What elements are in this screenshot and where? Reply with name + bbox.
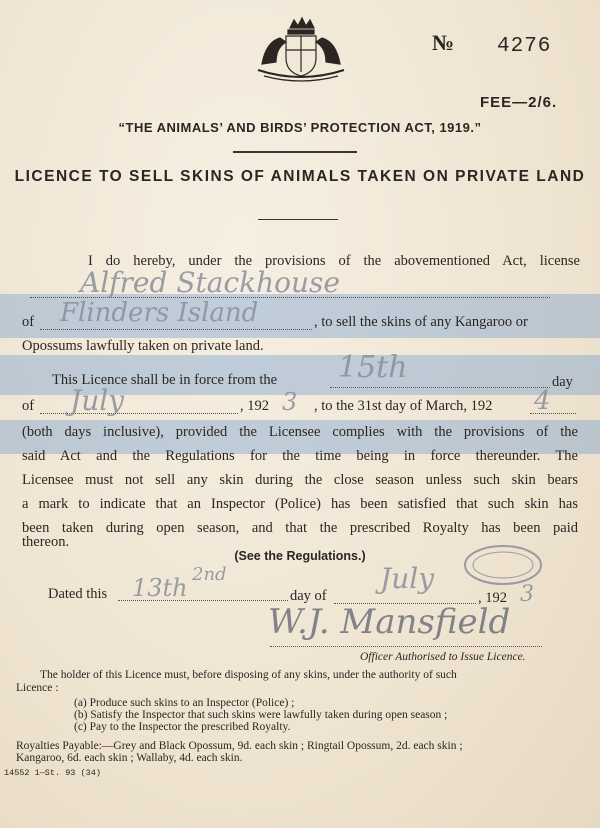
notes-intro: Licence : [16,682,59,694]
from-day-field [330,387,550,388]
dated-year-prefix: , 192 [478,590,507,606]
from-year-prefix: , 192 [240,398,269,414]
from-year-digit: 3 [282,388,298,416]
paragraph-line: said Act and the Regulations for the time being in force thereunder. The [22,448,578,464]
see-regulations: (See the Regulations.) [234,549,366,563]
dated-this-label: Dated this [48,586,108,602]
officer-caption: Officer Authorised to Issue Licence. [360,651,526,663]
coat-of-arms-icon [250,10,352,92]
royalties-line: Royalties Payable:—Grey and Black Opossum, 9d. each skin ; Ringtail Opossum, 2d. each skin ; [16,740,463,752]
of-label: of [22,398,35,414]
opossums-text: Opossums lawfully taken on private land. [22,338,264,354]
intro-line: I do hereby, under the provisions of the abovementioned Act, license [88,253,580,269]
licensee-place-field [40,329,312,330]
ink-stamp [462,542,544,588]
officer-signature: W.J. Mansfield [268,602,511,642]
to-text: , to the 31st day of March, 192 [314,398,493,414]
royalties-line: Kangaroo, 6d. each skin ; Wallaby, 4d. each skin. [16,752,243,764]
licence-number-value: 4276 [497,35,552,58]
dated-month: July [380,562,435,595]
paragraph-line: a mark to indicate that an Inspector (Police) has been satisfied that such skin has [22,496,578,512]
day-of-label: day of [290,588,327,604]
of-label: of [22,314,35,330]
force-text: This Licence shall be in force from the [52,372,278,388]
dated-day-suffix: 2nd [192,564,227,585]
licence-title: LICENCE TO SELL SKINS OF ANIMALS TAKEN ON PRIVATE LAND [14,168,586,185]
fee-amount: FEE—2/6. [480,94,558,111]
paragraph-line: thereon. [22,534,70,550]
notes-item: (a) Produce such skins to an Inspector (Police) ; [74,697,295,709]
sell-text: , to sell the skins of any Kangaroo or [314,314,528,330]
from-day: 15th [338,350,408,385]
licensee-place: Flinders Island [60,298,259,328]
paragraph-line: been taken during open season, and that the prescribed Royalty has been paid [22,520,578,536]
act-title: “THE ANIMALS’ AND BIRDS’ PROTECTION ACT, 1919.” [118,120,482,135]
dated-day: 13th [132,574,188,602]
notes-intro: The holder of this Licence must, before disposing of any skins, under the authority of such [40,669,457,681]
paragraph-line: (both days inclusive), provided the Licensee complies with the provisions of the [22,424,578,440]
notes-item: (b) Satisfy the Inspector that such skins were lawfully taken during open season ; [74,709,448,721]
divider [258,219,338,220]
notes-item: (c) Pay to the Inspector the prescribed Royalty. [74,721,291,733]
licence-number-label: № [432,30,456,55]
divider [233,151,357,153]
signature-line [270,646,542,647]
paragraph-line: Licensee must not sell any skin during the close season unless such skin bears [22,472,578,488]
from-month: July [70,384,125,417]
dated-year-digit: 3 [520,582,534,607]
licensee-name: Alfred Stackhouse [80,266,340,299]
to-year-digit: 4 [534,386,551,416]
print-code: 14552 1—St. 93 (34) [4,768,101,778]
day-label: day [552,374,573,390]
